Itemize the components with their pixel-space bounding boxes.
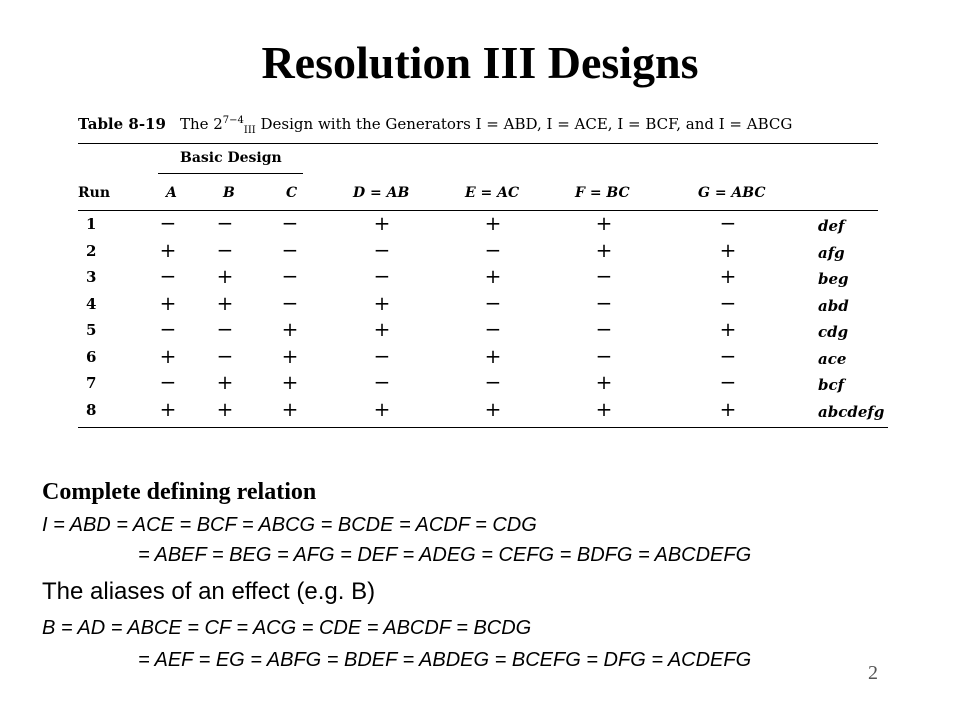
caption-base: The 2: [179, 115, 223, 133]
sign-cell: −: [281, 237, 299, 262]
sign-cell: −: [373, 370, 391, 394]
sign-cell: −: [216, 211, 234, 235]
sign-cell: +: [216, 370, 234, 394]
table-bottom-rule: [78, 427, 888, 428]
sign-cell: −: [216, 237, 234, 262]
sign-cell: −: [595, 290, 613, 315]
sign-cell: +: [159, 237, 177, 262]
treatment-combination: afg: [818, 243, 845, 262]
sign-cell: +: [281, 317, 299, 341]
sign-cell: −: [159, 317, 177, 341]
sign-cell: +: [719, 264, 737, 288]
defining-relation-line-2: = ABEF = BEG = AFG = DEF = ADEG = CEFG = BDFG = ABCDEFG: [138, 544, 752, 566]
sign-cell: +: [281, 370, 299, 394]
run-number: 2: [86, 241, 97, 260]
run-number: 4: [86, 294, 97, 313]
sign-cell: −: [595, 264, 613, 288]
header-col-3: C: [286, 185, 298, 201]
run-number: 5: [86, 321, 97, 339]
sign-cell: −: [281, 211, 299, 235]
aliases-heading: The aliases of an effect (e.g. B): [42, 578, 376, 605]
sign-cell: +: [595, 237, 613, 262]
sign-cell: −: [373, 237, 391, 262]
sign-cell: +: [373, 211, 391, 235]
run-number: 7: [86, 374, 97, 392]
sign-cell: −: [484, 290, 502, 315]
sign-cell: +: [281, 343, 299, 368]
sign-cell: +: [595, 370, 613, 394]
sign-cell: −: [719, 370, 737, 394]
sign-cell: +: [373, 396, 391, 421]
caption-generators: Design with the Generators I = ABD, I = ACE, I = BCF, and I = ABCG: [255, 115, 793, 133]
defining-relation-line-1: I = ABD = ACE = BCF = ABCG = BCDE = ACDF = CDG: [42, 514, 537, 536]
sign-cell: −: [595, 343, 613, 368]
sign-cell: +: [595, 396, 613, 421]
sign-cell: +: [484, 211, 502, 235]
treatment-combination: bcf: [818, 376, 845, 394]
sign-cell: +: [216, 290, 234, 315]
sign-cell: −: [159, 211, 177, 235]
sign-cell: −: [719, 211, 737, 235]
sign-cell: +: [719, 237, 737, 262]
sign-cell: +: [595, 211, 613, 235]
treatment-combination: def: [818, 217, 845, 235]
sign-cell: −: [159, 264, 177, 288]
sign-cell: +: [281, 396, 299, 421]
aliases-line-2: = AEF = EG = ABFG = BDEF = ABDEG = BCEFG = DFG = ACDEFG: [138, 649, 752, 671]
sign-cell: +: [159, 396, 177, 421]
run-number: 8: [86, 400, 97, 419]
header-col-2: B: [223, 185, 235, 201]
table-caption-text: [179, 115, 793, 136]
header-col-7: G = ABC: [698, 185, 766, 201]
sign-cell: −: [216, 317, 234, 341]
run-number: 3: [86, 268, 97, 286]
sign-cell: +: [484, 264, 502, 288]
sign-cell: +: [719, 396, 737, 421]
caption-exponent: 7−4: [222, 115, 244, 126]
sign-cell: +: [159, 343, 177, 368]
sign-cell: −: [373, 264, 391, 288]
sign-cell: −: [719, 290, 737, 315]
aliases-line-1: B = AD = ABCE = CF = ACG = CDE = ABCDF = BCDG: [42, 617, 532, 639]
defining-relation-heading: Complete defining relation: [42, 479, 317, 505]
design-table: [78, 115, 890, 433]
basic-design-label: Basic Design: [180, 150, 282, 166]
sign-cell: −: [216, 343, 234, 368]
treatment-combination: cdg: [818, 323, 849, 341]
sign-cell: −: [595, 317, 613, 341]
treatment-combination: abd: [818, 296, 849, 315]
sign-cell: +: [159, 290, 177, 315]
table-caption: [78, 115, 792, 136]
sign-cell: +: [373, 317, 391, 341]
header-col-6: F = BC: [575, 185, 630, 201]
page-number: 2: [868, 662, 878, 684]
sign-cell: −: [484, 317, 502, 341]
run-number: 6: [86, 347, 97, 366]
header-col-1: A: [166, 185, 177, 201]
sign-cell: +: [373, 290, 391, 315]
run-number: 1: [86, 215, 97, 233]
treatment-combination: abcdefg: [818, 402, 885, 421]
slide-title: Resolution III Designs: [261, 37, 699, 88]
header-run: Run: [78, 185, 110, 201]
header-col-4: D = AB: [353, 185, 410, 201]
header-rule: [78, 210, 878, 211]
sign-cell: −: [484, 370, 502, 394]
sign-cell: −: [373, 343, 391, 368]
caption-resolution: III: [243, 125, 256, 136]
treatment-combination: ace: [818, 349, 847, 368]
sign-cell: −: [159, 370, 177, 394]
sign-cell: −: [281, 264, 299, 288]
sign-cell: +: [216, 396, 234, 421]
sign-cell: +: [216, 264, 234, 288]
sign-cell: −: [719, 343, 737, 368]
header-col-5: E = AC: [465, 185, 520, 201]
sign-cell: +: [484, 396, 502, 421]
table-caption-label: Table 8-19: [78, 115, 166, 133]
treatment-combination: beg: [818, 270, 849, 288]
sign-cell: −: [484, 237, 502, 262]
sign-cell: +: [719, 317, 737, 341]
basic-design-rule: [158, 173, 303, 174]
sign-cell: −: [281, 290, 299, 315]
caption-rule: [78, 143, 878, 144]
sign-cell: +: [484, 343, 502, 368]
